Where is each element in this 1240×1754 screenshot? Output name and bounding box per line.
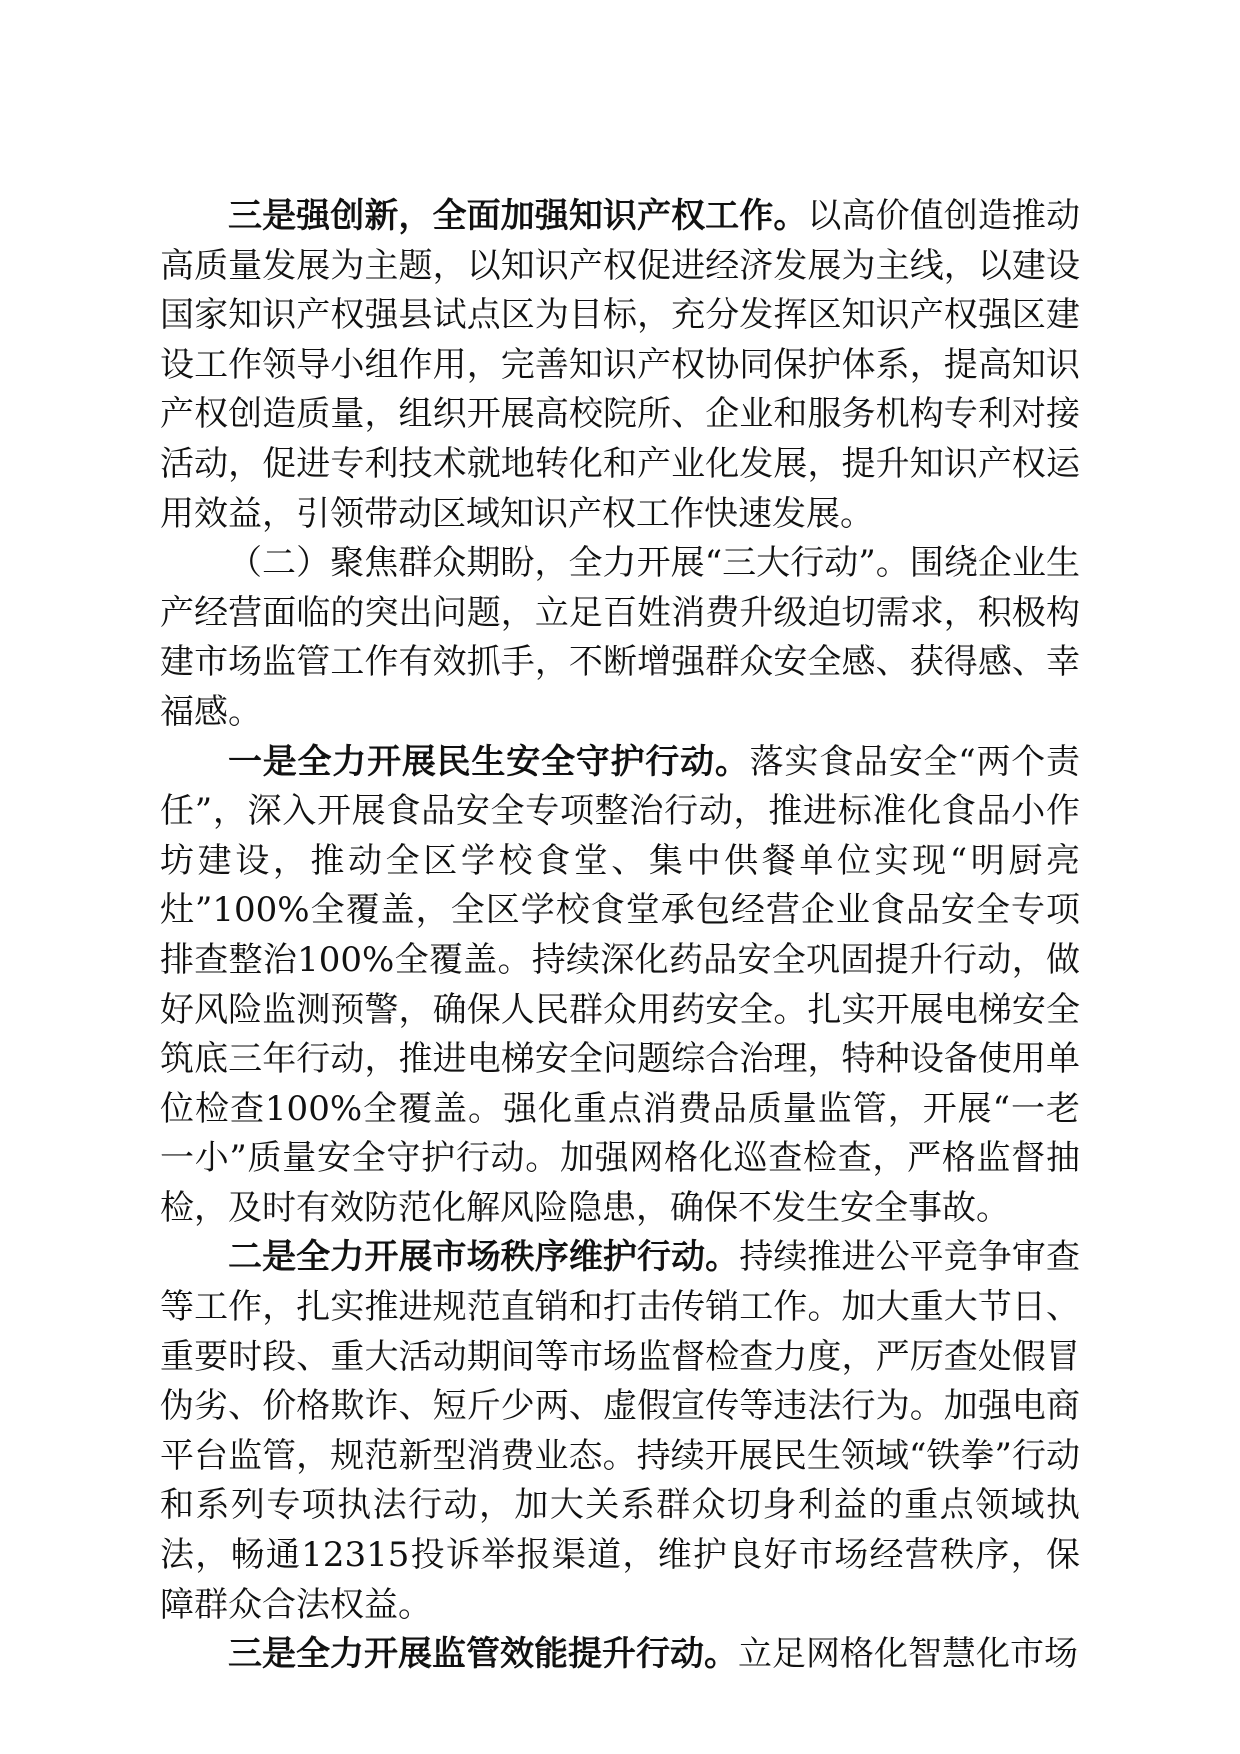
paragraph-lead: 二是全力开展市场秩序维护行动。 — [228, 1237, 740, 1278]
paragraph-ip-work — [160, 192, 1080, 539]
paragraph-text: 以高价值创造推动高质量发展为主题，以知识产权促进经济发展为主线，以建设国家知识产权强县试点区为目标，充分发挥区知识产权强区建设工作领导小组作用，完善知识产权协同保护体系，提高知识产权创造质量，组织开展高校院所、企业和服务机构专利对接活动，促进专利技术就地转化和产业化发展，提升知识产权运用效益，引领带动区域知识产权工作快速发展。 — [160, 196, 1081, 534]
paragraph-safety-action — [160, 738, 1080, 1234]
paragraph-text: 落实食品安全“两个责任”，深入开展食品安全专项整治行动，推进标准化食品小作坊建设，推动全区学校食堂、集中供餐单位实现“明厨亮灶”100%全覆盖，全区学校食堂承包经营企业食品安全专项排查整治100%全覆盖。持续深化药品安全巩固提升行动，做好风险监测预警，确保人民群众用药安全。扎实开展电梯安全筑底三年行动，推进电梯安全问题综合治理，特种设备使用单位检查100%全覆盖。强化重点消费品质量监管，开展“一老一小”质量安全守护行动。加强网格化巡查检查，严格监督抽检，及时有效防范化解风险隐患，确保不发生安全事故。 — [160, 741, 1081, 1228]
paragraph-lead: 三是全力开展监管效能提升行动。 — [228, 1634, 738, 1675]
paragraph-text: 持续推进公平竞争审查等工作，扎实推进规范直销和打击传销工作。加大重大节日、重要时段、重大活动期间等市场监督检查力度，严厉查处假冒伪劣、价格欺诈、短斤少两、虚假宣传等违法行为。加强电商平台监管，规范新型消费业态。持续开展民生领域“铁拳”行动和系列专项执法行动，加大关系群众切身利益的重点领域执法，畅通12315投诉举报渠道，维护良好市场经营秩序，保障群众合法权益。 — [160, 1237, 1080, 1625]
paragraph-efficiency-action — [160, 1630, 1080, 1680]
paragraph-three-actions — [160, 539, 1080, 737]
paragraph-lead: 三是强创新，全面加强知识产权工作。 — [228, 196, 808, 236]
document-body — [160, 192, 1080, 1680]
paragraph-text: 立足网格化智慧化市场 — [738, 1634, 1078, 1675]
paragraph-market-order-action — [160, 1233, 1080, 1630]
paragraph-lead: 一是全力开展民生安全守护行动。 — [228, 741, 750, 782]
paragraph-text: （二）聚焦群众期盼，全力开展“三大行动”。围绕企业生产经营面临的突出问题，立足百姓消费升级迫切需求，积极构建市场监管工作有效抓手，不断增强群众安全感、获得感、幸福感。 — [160, 543, 1080, 732]
